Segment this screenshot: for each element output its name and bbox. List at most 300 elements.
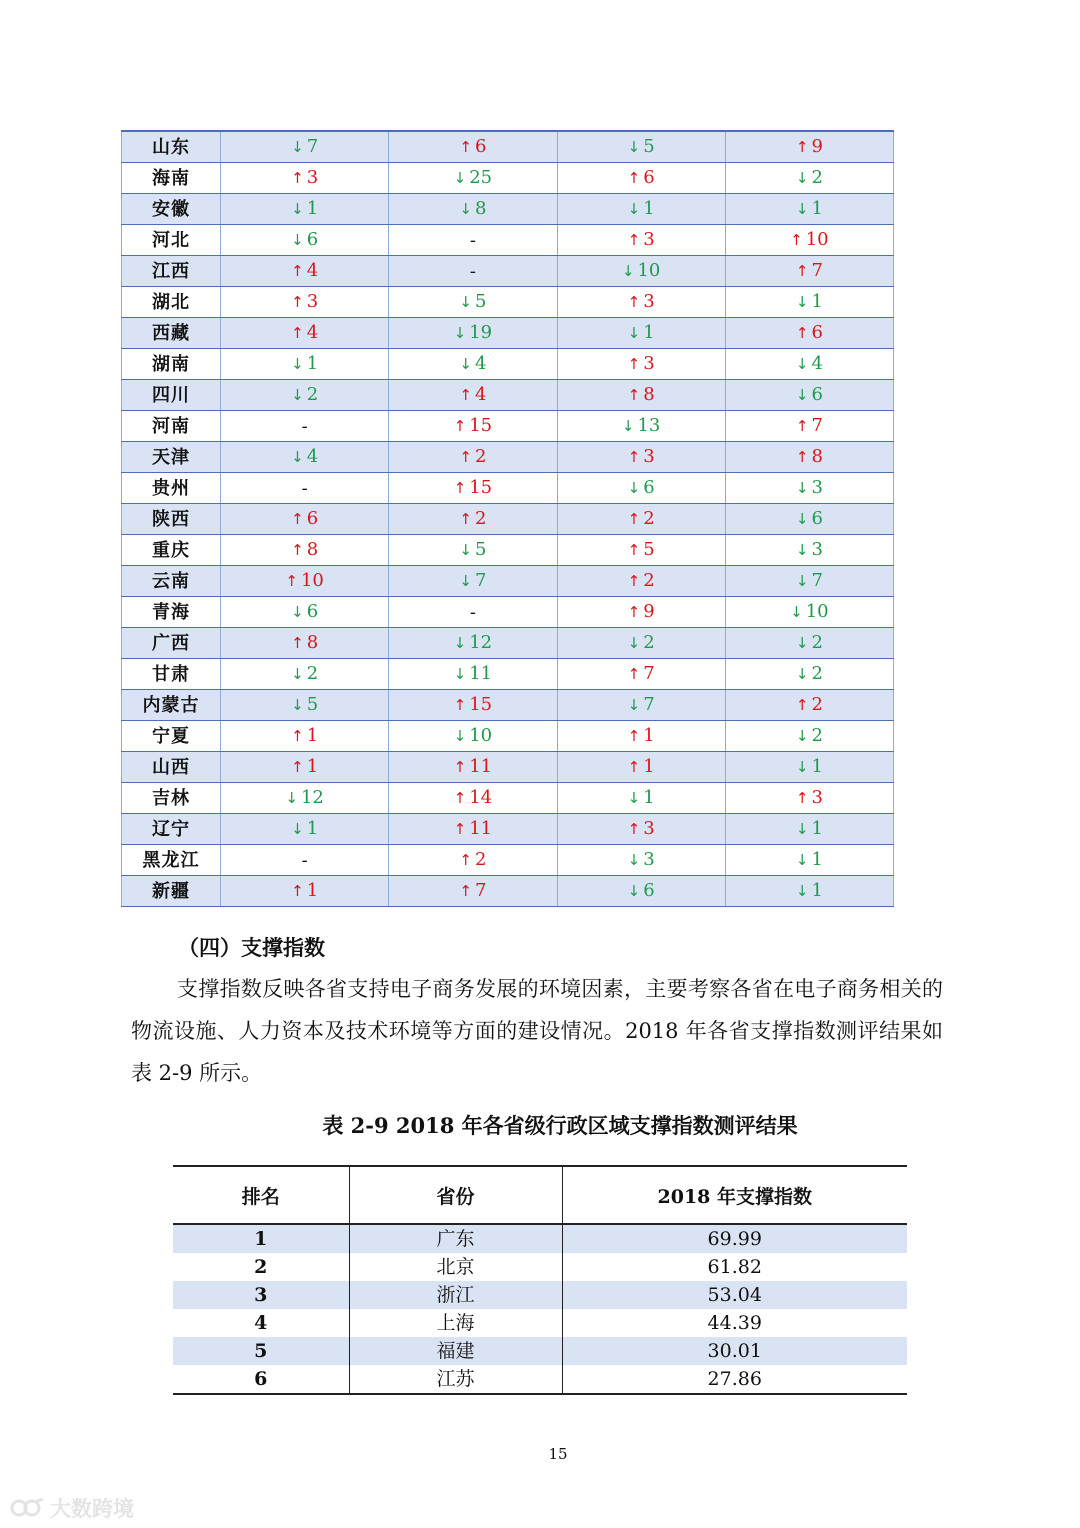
rank-change-value: 1 [811,198,823,219]
arrow-up-icon: ↑ [453,758,467,776]
table-row [122,380,894,411]
rank-change-cell [725,876,893,907]
arrow-down-icon: ↓ [291,231,304,249]
arrow-down-icon: ↓ [795,634,809,652]
arrow-down-icon: ↓ [795,479,809,497]
rank-change-value: 8 [306,632,319,653]
table-row [122,318,894,349]
rank-change-cell [389,628,557,659]
table-row [173,1224,907,1253]
province-cell: 江西 [122,256,221,287]
table-row [122,721,894,752]
province-cell: 四川 [122,380,221,411]
rank-change-value: 1 [306,756,319,777]
rank-change-value: 6 [306,229,319,250]
rank-change-value: 7 [474,880,487,901]
rank-change-cell [221,442,389,473]
rank-change-value: 2 [306,384,319,405]
rank-change-value: 5 [474,539,487,560]
rank-cell: 2 [254,1256,268,1278]
rank-change-value: - [301,415,308,437]
rank-change-cell [725,442,893,473]
rank-change-value: - [301,477,308,499]
rank-change-cell [221,597,389,628]
rank-change-cell [557,287,725,318]
rank-cell: 6 [254,1368,268,1390]
rank-change-value: 10 [637,260,661,281]
table-row [122,256,894,287]
rank-change-value: 3 [811,539,823,560]
province-cell: 新疆 [122,876,221,907]
rank-change-cell [389,566,557,597]
arrow-up-icon: ↑ [795,696,809,714]
arrow-down-icon: ↓ [459,200,472,218]
rank-change-cell [557,256,725,287]
arrow-down-icon: ↓ [795,758,809,776]
rank-change-cell [557,752,725,783]
table-row [173,1253,907,1281]
rank-change-value: 9 [643,601,655,622]
table-row [122,194,894,225]
rank-change-cell [221,783,389,814]
rank-change-value: 14 [469,787,493,808]
table-row [122,225,894,256]
arrow-down-icon: ↓ [795,541,809,559]
arrow-down-icon: ↓ [291,603,304,621]
rank-change-cell [389,131,557,163]
arrow-up-icon: ↑ [291,634,304,652]
province-cell: 广西 [122,628,221,659]
rank-change-cell [557,597,725,628]
rank-change-cell [725,163,893,194]
arrow-up-icon: ↑ [627,758,641,776]
rank-change-value: 3 [643,849,655,870]
arrow-down-icon: ↓ [291,386,304,404]
rank-change-cell [221,752,389,783]
arrow-down-icon: ↓ [795,727,809,745]
arrow-down-icon: ↓ [627,200,641,218]
rank-change-value: 3 [643,229,655,250]
rank-cell: 4 [254,1312,268,1334]
arrow-up-icon: ↑ [453,820,467,838]
rank-change-cell [389,163,557,194]
arrow-up-icon: ↑ [627,169,641,187]
rank-change-value: 12 [469,632,493,653]
arrow-up-icon: ↑ [627,386,641,404]
rank-change-value: 7 [811,260,823,281]
rank-change-cell [557,473,725,504]
rank-change-value: 2 [643,632,655,653]
table-row [122,473,894,504]
rank-cell: 3 [173,1281,349,1309]
rank-change-value: 15 [469,694,493,715]
rank-change-cell [389,349,557,380]
province-cell: 内蒙古 [122,690,221,721]
arrow-down-icon: ↓ [795,572,809,590]
rank-change-value: 1 [306,353,319,374]
rank-change-value: 13 [637,415,661,436]
arrow-up-icon: ↑ [291,169,304,187]
rank-change-cell [557,442,725,473]
arrow-up-icon: ↑ [627,541,641,559]
province-cell: 西藏 [122,318,221,349]
arrow-up-icon: ↑ [291,510,304,528]
rank-cell: 5 [173,1337,349,1365]
rank-change-value: 1 [643,725,655,746]
rank-change-value: 4 [306,446,319,467]
rank-change-value: 2 [474,508,487,529]
arrow-up-icon: ↑ [795,789,809,807]
province-cell: 甘肃 [122,659,221,690]
table-row [122,814,894,845]
rank-change-cell [221,163,389,194]
rank-change-value: 5 [474,291,487,312]
arrow-up-icon: ↑ [453,696,467,714]
arrow-down-icon: ↓ [621,417,635,435]
rank-change-value: 1 [811,818,823,839]
rank-change-cell [389,411,557,442]
rank-change-value: 2 [643,508,655,529]
rank-change-value: 2 [811,725,823,746]
arrow-up-icon: ↑ [795,138,809,156]
arrow-up-icon: ↑ [291,541,304,559]
rank-change-value: 19 [469,322,493,343]
rank-change-cell [389,473,557,504]
arrow-down-icon: ↓ [285,789,298,807]
rank-change-cell [557,628,725,659]
support-index-table [173,1165,907,1395]
rank-change-value: 10 [300,570,324,591]
rank-change-cell [221,318,389,349]
support-index-cell: 44.39 [562,1309,907,1337]
arrow-up-icon: ↑ [795,324,809,342]
rank-change-value: 1 [643,322,655,343]
rank-change-value: 1 [811,849,823,870]
rank-change-cell [221,194,389,225]
rank-change-value: 6 [643,167,655,188]
arrow-up-icon: ↑ [459,138,472,156]
province-cell: 辽宁 [122,814,221,845]
rank-change-value: 7 [811,570,823,591]
rank-change-cell [389,690,557,721]
arrow-up-icon: ↑ [627,510,641,528]
province-cell: 黑龙江 [122,845,221,876]
arrow-down-icon: ↓ [795,386,809,404]
rank-change-value: 1 [306,880,319,901]
province-cell: 江苏 [349,1365,562,1394]
rank-change-value: 10 [469,725,493,746]
rank-change-value: 1 [811,756,823,777]
rank-change-value: 8 [643,384,655,405]
rank-change-value: 3 [811,477,823,498]
rank-change-value: 3 [811,787,823,808]
arrow-up-icon: ↑ [795,262,809,280]
watermark-text: 大数跨境 [50,1497,134,1521]
rank-change-value: 7 [306,136,319,157]
rank-change-value: 11 [469,663,493,684]
arrow-up-icon: ↑ [453,479,467,497]
arrow-down-icon: ↓ [795,169,809,187]
arrow-up-icon: ↑ [459,510,472,528]
arrow-down-icon: ↓ [453,324,467,342]
rank-change-value: 7 [474,570,487,591]
province-cell: 海南 [122,163,221,194]
rank-change-value: 3 [306,167,319,188]
rank-change-value: 4 [811,353,823,374]
rank-change-value: 25 [469,167,493,188]
watermark [10,1493,134,1523]
rank-change-value: 1 [643,756,655,777]
arrow-up-icon: ↑ [453,789,467,807]
rank-change-cell [221,287,389,318]
rank-change-value: 1 [306,818,319,839]
table-row [122,659,894,690]
rank-change-cell [725,256,893,287]
rank-change-cell [557,690,725,721]
rank-change-cell [725,287,893,318]
rank-change-cell [389,752,557,783]
rank-change-cell [557,194,725,225]
table-row [122,411,894,442]
rank-change-cell [221,225,389,256]
rank-change-cell [725,659,893,690]
rank-change-cell [389,597,557,628]
table-row [122,628,894,659]
arrow-up-icon: ↑ [627,355,641,373]
rank-change-cell [389,721,557,752]
province-cell: 山西 [122,752,221,783]
rank-change-value: 8 [306,539,319,560]
watermark-logo-icon [10,1497,44,1519]
arrow-up-icon: ↑ [795,448,809,466]
rank-change-value: 9 [811,136,823,157]
arrow-down-icon: ↓ [453,634,467,652]
rank-change-cell [221,659,389,690]
support-index-cell: 30.01 [562,1337,907,1365]
rank-change-value: 1 [643,787,655,808]
rank-change-cell [725,721,893,752]
province-cell: 北京 [349,1253,562,1281]
rank-change-value: 4 [306,260,319,281]
section-paragraph: 支撑指数反映各省支持电子商务发展的环境因素，主要考察各省在电子商务相关的物流设施、人力资本及技术环境等方面的建设情况。2018 年各省支撑指数测评结果如表 2-9 所示。 [131,977,943,1085]
arrow-up-icon: ↑ [627,665,641,683]
rank-change-cell [389,380,557,411]
arrow-up-icon: ↑ [627,572,641,590]
arrow-up-icon: ↑ [627,448,641,466]
arrow-up-icon: ↑ [627,727,641,745]
rank-change-cell [389,876,557,907]
province-cell: 天津 [122,442,221,473]
arrow-up-icon: ↑ [627,293,641,311]
arrow-up-icon: ↑ [291,882,304,900]
rank-change-cell [221,535,389,566]
rank-change-value: - [469,601,476,623]
rank-change-value: - [469,260,476,282]
rank-change-value: 2 [811,167,823,188]
rank-change-cell [557,411,725,442]
rank-change-value: 12 [300,787,324,808]
support-index-cell: 61.82 [562,1253,907,1281]
arrow-down-icon: ↓ [291,448,304,466]
arrow-up-icon: ↑ [790,231,803,249]
rank-change-cell [725,411,893,442]
province-cell: 湖南 [122,349,221,380]
rank-change-value: 15 [469,477,493,498]
rank-change-cell [221,566,389,597]
rank-change-value: 6 [643,477,655,498]
rank-change-cell [389,287,557,318]
header-province: 省份 [349,1166,562,1224]
table-row [122,845,894,876]
arrow-up-icon: ↑ [285,572,298,590]
rank-change-value: 7 [643,694,655,715]
rank-change-value: 3 [306,291,319,312]
arrow-down-icon: ↓ [459,293,472,311]
province-cell: 重庆 [122,535,221,566]
table-row [122,783,894,814]
rank-change-cell [557,659,725,690]
rank-change-cell [389,442,557,473]
table-header-row [173,1166,907,1224]
arrow-down-icon: ↓ [621,262,635,280]
rank-change-value: 1 [306,725,319,746]
rank-change-value: 6 [811,384,823,405]
rank-change-cell [221,380,389,411]
table-row [173,1309,907,1337]
rank-change-cell [557,380,725,411]
rank-change-value: 7 [811,415,823,436]
rank-change-cell [557,845,725,876]
rank-change-cell [557,349,725,380]
arrow-up-icon: ↑ [459,851,472,869]
rank-change-cell [557,783,725,814]
rank-change-value: 5 [643,136,655,157]
rank-change-cell [725,783,893,814]
province-cell: 湖北 [122,287,221,318]
arrow-down-icon: ↓ [795,665,809,683]
rank-change-cell [725,845,893,876]
rank-change-cell [389,504,557,535]
rank-change-cell [221,845,389,876]
rank-change-value: 1 [643,198,655,219]
rank-change-value: 10 [805,229,829,250]
province-cell: 广东 [349,1224,562,1253]
province-cell: 陕西 [122,504,221,535]
arrow-down-icon: ↓ [291,665,304,683]
rank-change-cell [725,628,893,659]
rank-change-value: 2 [643,570,655,591]
rank-change-value: 6 [811,508,823,529]
rank-change-table-body [122,131,894,907]
header-rank: 排名 [173,1166,349,1224]
arrow-down-icon: ↓ [453,665,467,683]
rank-change-cell [725,349,893,380]
arrow-down-icon: ↓ [795,355,809,373]
rank-change-value: 5 [306,694,319,715]
arrow-down-icon: ↓ [453,169,467,187]
rank-change-cell [389,535,557,566]
rank-change-cell [725,535,893,566]
header-support-index: 2018 年支撑指数 [562,1166,907,1224]
arrow-down-icon: ↓ [795,851,809,869]
province-cell: 山东 [122,131,221,163]
arrow-down-icon: ↓ [459,572,472,590]
rank-change-cell [725,814,893,845]
rank-change-value: 4 [474,384,487,405]
arrow-down-icon: ↓ [795,820,809,838]
rank-change-value: 10 [805,601,829,622]
table-row [122,597,894,628]
province-cell: 浙江 [349,1281,562,1309]
rank-change-cell [725,690,893,721]
rank-change-value: 4 [306,322,319,343]
rank-change-value: 2 [474,849,487,870]
arrow-up-icon: ↑ [459,386,472,404]
rank-change-cell [725,597,893,628]
arrow-down-icon: ↓ [627,479,641,497]
rank-change-cell [725,131,893,163]
rank-change-value: 6 [643,880,655,901]
rank-change-value: - [469,229,476,251]
arrow-up-icon: ↑ [453,417,467,435]
rank-change-value: 6 [306,508,319,529]
arrow-down-icon: ↓ [790,603,803,621]
arrow-down-icon: ↓ [291,138,304,156]
rank-change-value: 2 [306,663,319,684]
rank-change-value: 1 [306,198,319,219]
rank-change-value: 5 [643,539,655,560]
province-cell: 云南 [122,566,221,597]
rank-change-value: 6 [811,322,823,343]
arrow-down-icon: ↓ [291,355,304,373]
rank-change-value: 3 [643,446,655,467]
rank-change-cell [557,131,725,163]
province-cell: 福建 [349,1337,562,1365]
rank-change-cell [389,256,557,287]
rank-change-cell [725,225,893,256]
rank-change-cell [221,131,389,163]
rank-change-cell [221,349,389,380]
arrow-down-icon: ↓ [459,541,472,559]
table-row [122,163,894,194]
arrow-up-icon: ↑ [291,293,304,311]
province-cell: 河北 [122,225,221,256]
rank-change-cell [725,504,893,535]
rank-change-cell [389,194,557,225]
rank-change-cell [557,225,725,256]
rank-change-cell [221,473,389,504]
arrow-down-icon: ↓ [627,324,641,342]
table-row [122,287,894,318]
table-row [122,752,894,783]
rank-change-cell [389,845,557,876]
arrow-up-icon: ↑ [795,417,809,435]
arrow-down-icon: ↓ [459,355,472,373]
rank-change-value: 4 [474,353,487,374]
rank-change-cell [389,814,557,845]
rank-change-cell [221,628,389,659]
province-cell: 上海 [349,1309,562,1337]
rank-change-cell [389,225,557,256]
arrow-up-icon: ↑ [627,231,641,249]
support-index-cell: 27.86 [562,1365,907,1394]
province-cell: 河南 [122,411,221,442]
rank-change-cell [221,876,389,907]
rank-change-value: 11 [469,756,493,777]
arrow-down-icon: ↓ [795,882,809,900]
table-row [173,1281,907,1309]
table-row [122,690,894,721]
